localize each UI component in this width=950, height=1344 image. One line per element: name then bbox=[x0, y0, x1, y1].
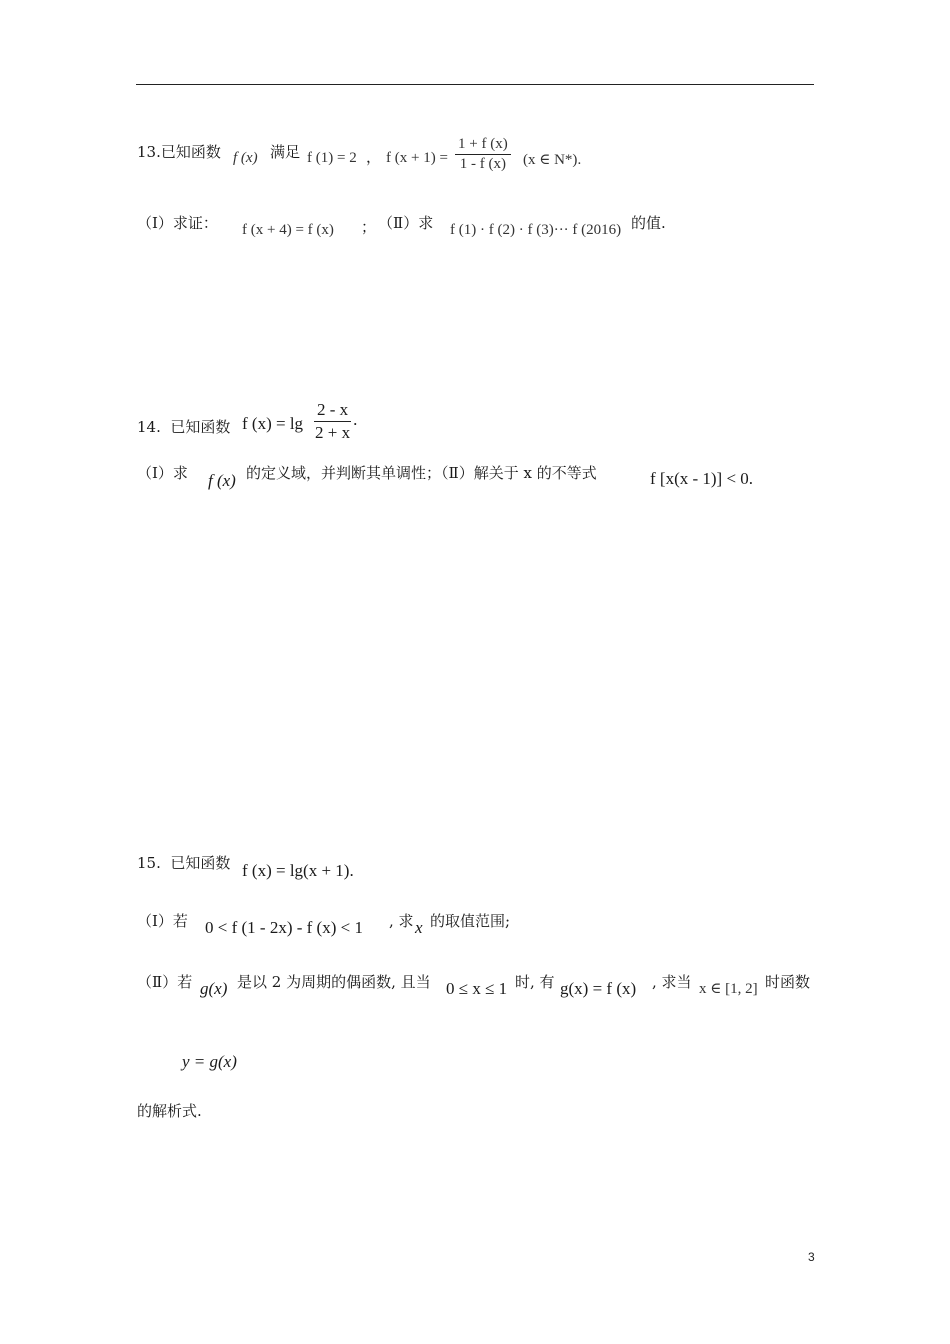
q14-number: 14. bbox=[137, 418, 161, 436]
q13-func: f (x) bbox=[233, 150, 258, 166]
q14-intro: 已知函数 bbox=[170, 418, 231, 436]
q15-part2-g: g(x) bbox=[200, 979, 228, 998]
q14-part1-func: f (x) bbox=[208, 471, 236, 490]
q13-rec-lhs: f (x + 1) = bbox=[386, 150, 448, 166]
q13-line1 bbox=[137, 141, 221, 162]
q13-domain: (x ∈ N*). bbox=[523, 152, 582, 168]
q13-rec-num: 1 + f (x) bbox=[455, 136, 511, 155]
q13-part1-expr: f (x + 4) = f (x) bbox=[242, 222, 334, 238]
q15-part2-tail: 的解析式. bbox=[137, 1102, 202, 1120]
q15-part1-tail: 的取值范围; bbox=[430, 912, 511, 930]
q15-part2-interval: x ∈ [1, 2] bbox=[699, 981, 758, 997]
q15-part2-label: （Ⅱ）若 bbox=[137, 973, 193, 991]
q15-part1-inequality: 0 < f (1 - 2x) - f (x) < 1 bbox=[205, 918, 363, 937]
q13-number: 13. bbox=[137, 143, 161, 161]
q13-sep: ； bbox=[361, 218, 377, 236]
q14-inequality: f [x(x - 1)] < 0. bbox=[650, 469, 754, 488]
q14-part1-label: （Ⅰ）求 bbox=[137, 464, 188, 482]
q15-part2-eq: g(x) = f (x) bbox=[560, 979, 637, 998]
q14-frac-den: 2 + x bbox=[315, 422, 351, 442]
q15-part2-range: 0 ≤ x ≤ 1 bbox=[446, 979, 508, 998]
q13-rec-den: 1 - f (x) bbox=[459, 156, 506, 173]
q15-line1 bbox=[137, 852, 230, 873]
header-rule bbox=[136, 84, 814, 85]
q15-part2-text2: 时, 有 bbox=[515, 973, 555, 991]
q13-comma: ， bbox=[366, 148, 382, 166]
q15-part2-y: y = g(x) bbox=[182, 1052, 237, 1071]
q14-line1 bbox=[137, 416, 230, 437]
q15-func: f (x) = lg(x + 1). bbox=[242, 861, 354, 880]
q13-initial: f (1) = 2 bbox=[307, 150, 357, 166]
q13-part2-expr: f (1) · f (2) · f (3)··· f (2016) bbox=[450, 222, 622, 238]
q13-part2-label: （Ⅱ）求 bbox=[378, 214, 434, 232]
q13-part1-label: （Ⅰ）求证： bbox=[137, 214, 218, 232]
q15-number: 15. bbox=[137, 854, 161, 872]
q13-rec-fraction bbox=[455, 136, 511, 174]
page-number: 3 bbox=[808, 1250, 815, 1264]
q14-fraction bbox=[312, 400, 357, 442]
q14-part1-text: 的定义域，并判断其单调性；（Ⅱ）解关于 x 的不等式 bbox=[246, 464, 597, 482]
q13-intro: 已知函数 bbox=[160, 143, 221, 161]
q14-end: . bbox=[353, 409, 358, 429]
q15-part2-text1: 是以 2 为周期的偶函数, 且当 bbox=[237, 973, 431, 991]
q13-satisfies: 满足 bbox=[270, 143, 301, 161]
q14-func-lhs: f (x) = lg bbox=[242, 414, 304, 433]
q13-part2-tail: 的值. bbox=[631, 214, 666, 232]
q15-part1-label: （Ⅰ）若 bbox=[137, 912, 188, 930]
q15-part1-var: x bbox=[415, 918, 423, 937]
q15-part2-text3: , 求当 bbox=[652, 973, 692, 991]
q14-frac-num: 2 - x bbox=[314, 400, 351, 422]
q15-part2-text4: 时函数 bbox=[765, 973, 811, 991]
q15-part1-mid: , 求 bbox=[389, 912, 414, 930]
q15-intro: 已知函数 bbox=[170, 854, 231, 872]
